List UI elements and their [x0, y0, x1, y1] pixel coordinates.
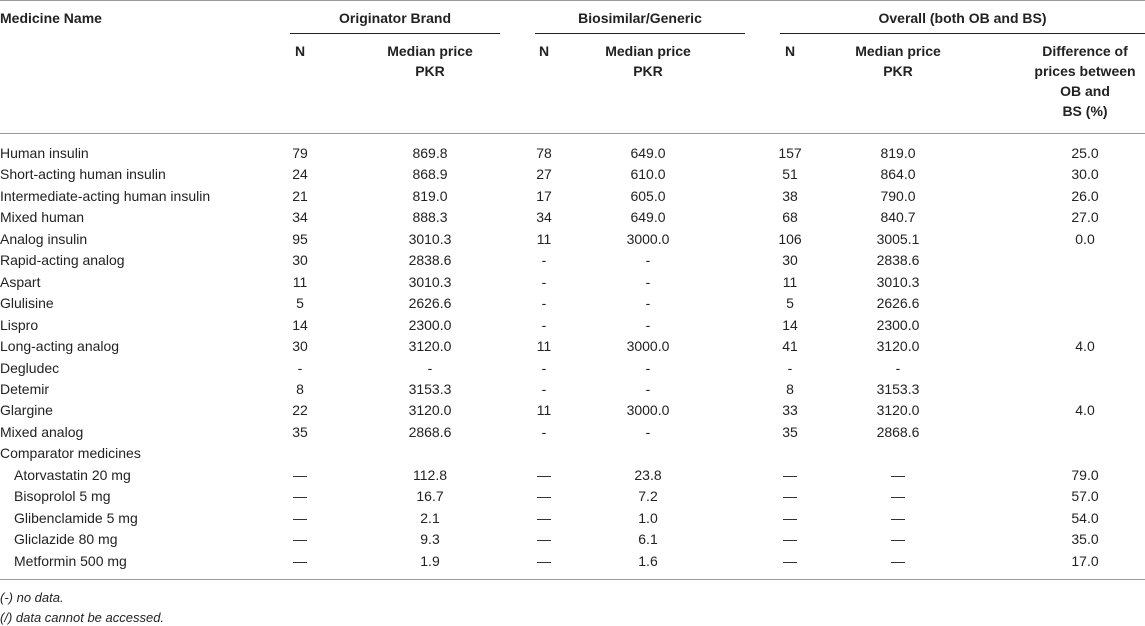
cell-all-n: 106	[778, 231, 802, 247]
cell-all-price: 3153.3	[876, 381, 920, 397]
cell-all-n: 30	[782, 252, 798, 268]
cell-ob-n: —	[293, 553, 307, 569]
header-ob-n: N	[294, 43, 306, 59]
cell-bs-n: 27	[536, 166, 552, 182]
cell-ob-price: 3010.3	[408, 231, 452, 247]
cell-bs-n: -	[541, 424, 547, 440]
cell-all-n: 33	[782, 402, 798, 418]
cell-medicine-name: Bisoprolol 5 mg	[14, 488, 111, 504]
cell-bs-price: 605.0	[630, 188, 666, 204]
cell-bs-n: 78	[536, 145, 552, 161]
cell-price-diff: 57.0	[1071, 488, 1099, 504]
cell-price-diff: 26.0	[1071, 188, 1099, 204]
header-medicine-name: Medicine Name	[0, 10, 102, 26]
cell-ob-n: 95	[292, 231, 308, 247]
header-bs-n: N	[538, 43, 550, 59]
cell-bs-price: 3000.0	[626, 338, 670, 354]
cell-medicine-name: Atorvastatin 20 mg	[14, 467, 131, 483]
header-all-n: N	[784, 43, 796, 59]
cell-ob-n: —	[293, 488, 307, 504]
cell-all-price: —	[891, 531, 905, 547]
cell-bs-price: 3000.0	[626, 402, 670, 418]
cell-ob-price: 888.3	[412, 209, 448, 225]
header-diff-line1: Difference of	[1042, 43, 1128, 59]
cell-bs-price: -	[645, 381, 651, 397]
cell-bs-n: -	[541, 317, 547, 333]
cell-ob-n: —	[293, 467, 307, 483]
header-group-originator: Originator Brand	[338, 10, 451, 26]
header-price-difference	[1025, 41, 1145, 121]
cell-all-price: 840.7	[880, 209, 916, 225]
group-rule-overall	[780, 33, 1145, 34]
cell-bs-price: 1.0	[638, 510, 658, 526]
cell-ob-n: —	[293, 531, 307, 547]
cell-ob-price: 869.8	[412, 145, 448, 161]
cell-all-price: —	[891, 510, 905, 526]
cell-all-n: 8	[786, 381, 794, 397]
cell-ob-n: 79	[292, 145, 308, 161]
cell-medicine-name: Metformin 500 mg	[14, 553, 127, 569]
cell-bs-n: —	[537, 531, 551, 547]
group-rule-originator	[290, 33, 500, 34]
header-ob-median	[360, 41, 500, 81]
cell-bs-n: -	[541, 252, 547, 268]
cell-bs-n: —	[537, 467, 551, 483]
cell-price-diff: 30.0	[1071, 166, 1099, 182]
cell-all-price: 3005.1	[876, 231, 920, 247]
cell-all-n: —	[783, 510, 797, 526]
cell-medicine-name: Comparator medicines	[0, 445, 141, 461]
cell-ob-n: —	[293, 510, 307, 526]
cell-medicine-name: Mixed analog	[0, 424, 84, 440]
cell-ob-price: 2838.6	[408, 252, 452, 268]
cell-bs-n: -	[541, 295, 547, 311]
cell-ob-price: 2868.6	[408, 424, 452, 440]
cell-ob-price: 819.0	[412, 188, 448, 204]
cell-all-price: 3010.3	[876, 274, 920, 290]
cell-all-n: 14	[782, 317, 798, 333]
cell-all-price: -	[895, 360, 901, 376]
cell-ob-n: 30	[292, 252, 308, 268]
header-all-median-line2: PKR	[883, 63, 913, 79]
cell-bs-n: 11	[536, 338, 552, 354]
cell-ob-price: 3120.0	[408, 338, 452, 354]
cell-medicine-name: Mixed human	[0, 209, 85, 225]
cell-all-price: 819.0	[880, 145, 916, 161]
cell-ob-price: 2.1	[420, 510, 440, 526]
group-rule-biosimilar	[535, 33, 745, 34]
cell-bs-price: -	[645, 274, 651, 290]
cell-ob-price: 1.9	[420, 553, 440, 569]
cell-bs-n: 34	[536, 209, 552, 225]
cell-medicine-name: Analog insulin	[0, 231, 88, 247]
header-ob-median-line1: Median price	[387, 43, 473, 59]
header-diff-line3: OB and	[1060, 83, 1110, 99]
header-bottom-rule	[0, 133, 1145, 134]
cell-all-price: 864.0	[880, 166, 916, 182]
cell-bs-price: -	[645, 424, 651, 440]
cell-bs-n: —	[537, 553, 551, 569]
cell-medicine-name: Detemir	[0, 381, 50, 397]
cell-price-diff: 0.0	[1075, 231, 1095, 247]
cell-ob-price: 3120.0	[408, 402, 452, 418]
cell-all-n: 5	[786, 295, 794, 311]
cell-all-n: —	[783, 488, 797, 504]
cell-bs-price: 3000.0	[626, 231, 670, 247]
cell-medicine-name: Short-acting human insulin	[0, 166, 166, 182]
cell-price-diff: 79.0	[1071, 467, 1099, 483]
cell-bs-price: -	[645, 295, 651, 311]
cell-bs-price: 7.2	[638, 488, 658, 504]
cell-all-price: 2626.6	[876, 295, 920, 311]
cell-medicine-name: Glulisine	[0, 295, 54, 311]
cell-ob-n: 14	[292, 317, 308, 333]
cell-all-n: 11	[782, 274, 798, 290]
cell-ob-price: 9.3	[420, 531, 440, 547]
cell-bs-n: -	[541, 360, 547, 376]
cell-price-diff: 35.0	[1071, 531, 1099, 547]
cell-ob-n: -	[297, 360, 303, 376]
cell-bs-n: 11	[536, 231, 552, 247]
cell-all-n: 35	[782, 424, 798, 440]
cell-all-n: 51	[782, 166, 798, 182]
cell-ob-n: 8	[296, 381, 304, 397]
cell-ob-n: 24	[292, 166, 308, 182]
header-ob-median-line2: PKR	[415, 63, 445, 79]
table-top-rule	[0, 0, 1145, 1]
header-bs-median-line1: Median price	[605, 43, 691, 59]
cell-bs-n: -	[541, 274, 547, 290]
cell-all-price: 2868.6	[876, 424, 920, 440]
cell-ob-price: 112.8	[413, 467, 447, 483]
cell-medicine-name: Intermediate-acting human insulin	[0, 188, 211, 204]
footnote-no-data: (-) no data.	[0, 590, 64, 605]
cell-bs-n: 11	[536, 402, 552, 418]
cell-bs-price: 649.0	[630, 209, 666, 225]
cell-ob-n: 34	[292, 209, 308, 225]
cell-medicine-name: Long-acting analog	[0, 338, 120, 354]
cell-all-n: —	[783, 467, 797, 483]
cell-all-price: 790.0	[880, 188, 916, 204]
cell-bs-price: 6.1	[638, 531, 658, 547]
cell-ob-n: 11	[292, 274, 308, 290]
header-all-median-line1: Median price	[855, 43, 941, 59]
header-diff-line2: prices between	[1034, 63, 1136, 79]
header-diff-line4: BS (%)	[1062, 103, 1108, 119]
cell-all-price: 3120.0	[876, 402, 920, 418]
cell-all-n: 38	[782, 188, 798, 204]
cell-bs-price: -	[645, 252, 651, 268]
cell-ob-price: 2626.6	[408, 295, 452, 311]
cell-price-diff: 25.0	[1071, 145, 1099, 161]
cell-price-diff: 27.0	[1071, 209, 1099, 225]
cell-bs-price: -	[645, 317, 651, 333]
footnote-no-access: (/) data cannot be accessed.	[0, 610, 165, 625]
cell-medicine-name: Human insulin	[0, 145, 89, 161]
cell-ob-n: 35	[292, 424, 308, 440]
header-group-overall: Overall (both OB and BS)	[878, 10, 1047, 26]
cell-all-price: 3120.0	[876, 338, 920, 354]
cell-medicine-name: Glibenclamide 5 mg	[14, 510, 138, 526]
cell-bs-price: -	[645, 360, 651, 376]
cell-bs-n: 17	[536, 188, 552, 204]
cell-medicine-name: Rapid-acting analog	[0, 252, 125, 268]
cell-price-diff: 4.0	[1075, 402, 1095, 418]
cell-all-price: 2838.6	[876, 252, 920, 268]
header-all-median	[828, 41, 968, 81]
cell-medicine-name: Lispro	[0, 317, 39, 333]
cell-all-price: 2300.0	[876, 317, 920, 333]
cell-ob-price: 3010.3	[408, 274, 452, 290]
cell-medicine-name: Degludec	[0, 360, 60, 376]
cell-ob-n: 22	[292, 402, 308, 418]
cell-ob-price: 16.7	[416, 488, 444, 504]
cell-medicine-name: Aspart	[0, 274, 41, 290]
table-bottom-rule	[0, 579, 1145, 580]
cell-bs-n: —	[537, 488, 551, 504]
cell-price-diff: 4.0	[1075, 338, 1095, 354]
cell-all-n: —	[783, 553, 797, 569]
header-bs-median-line2: PKR	[633, 63, 663, 79]
cell-bs-n: -	[541, 381, 547, 397]
cell-bs-price: 23.8	[634, 467, 662, 483]
cell-price-diff: 54.0	[1071, 510, 1099, 526]
cell-price-diff: 17.0	[1071, 553, 1099, 569]
cell-ob-price: 868.9	[412, 166, 448, 182]
cell-ob-price: 3153.3	[408, 381, 452, 397]
cell-all-n: 41	[782, 338, 798, 354]
cell-ob-n: 30	[292, 338, 308, 354]
cell-all-price: —	[891, 553, 905, 569]
cell-medicine-name: Gliclazide 80 mg	[14, 531, 118, 547]
cell-ob-price: -	[427, 360, 433, 376]
header-group-biosimilar: Biosimilar/Generic	[578, 10, 702, 26]
cell-ob-n: 5	[296, 295, 304, 311]
cell-all-n: -	[787, 360, 793, 376]
cell-all-price: —	[891, 467, 905, 483]
cell-bs-price: 610.0	[630, 166, 666, 182]
cell-bs-n: —	[537, 510, 551, 526]
cell-bs-price: 649.0	[630, 145, 666, 161]
cell-medicine-name: Glargine	[0, 402, 53, 418]
cell-ob-price: 2300.0	[408, 317, 452, 333]
cell-all-n: —	[783, 531, 797, 547]
cell-all-n: 68	[782, 209, 798, 225]
cell-all-n: 157	[778, 145, 802, 161]
header-bs-median	[578, 41, 718, 81]
cell-ob-n: 21	[292, 188, 308, 204]
cell-all-price: —	[891, 488, 905, 504]
cell-bs-price: 1.6	[638, 553, 658, 569]
